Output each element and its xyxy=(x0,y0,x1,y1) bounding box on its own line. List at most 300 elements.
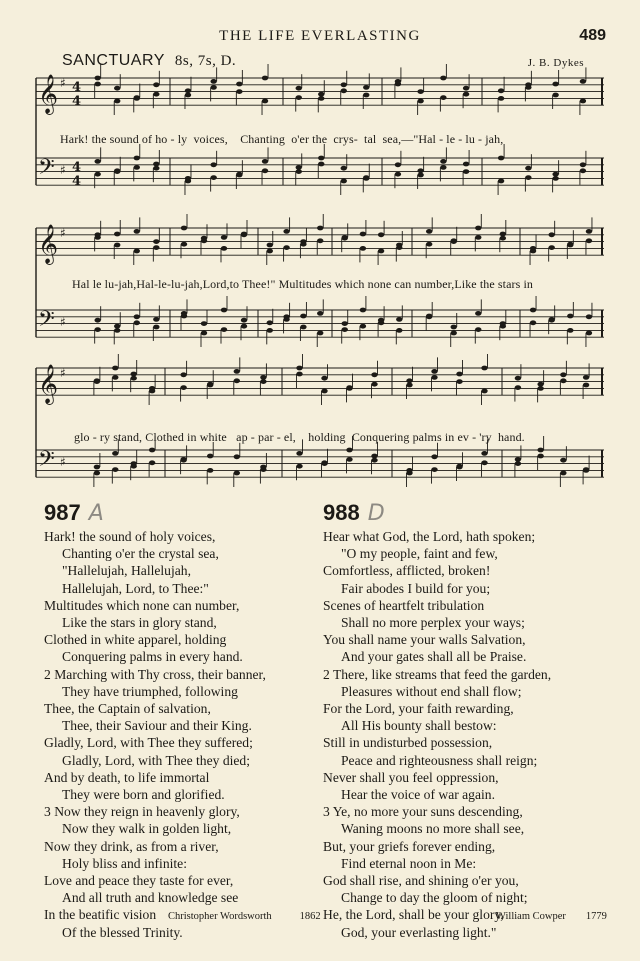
note-head xyxy=(94,327,100,332)
note-head xyxy=(463,169,469,174)
note-head xyxy=(94,465,100,470)
note-head xyxy=(210,85,216,90)
note-head xyxy=(112,366,118,371)
note-head xyxy=(580,79,586,84)
hymn-verses xyxy=(44,528,326,941)
verse-line: Waning moons no more shall see, xyxy=(341,821,525,837)
note-head xyxy=(586,238,592,243)
note-head xyxy=(500,232,506,237)
note-head xyxy=(341,82,347,87)
note-head xyxy=(481,366,487,371)
note-head xyxy=(406,383,412,388)
note-head xyxy=(94,318,100,323)
verse-line: They were born and glorified. xyxy=(62,787,225,803)
note-head xyxy=(321,389,327,394)
author-year: 1779 xyxy=(585,911,607,922)
verse-line: And your gates shall all be Praise. xyxy=(341,649,527,665)
verse-line: Comfortless, afflicted, broken! xyxy=(323,563,491,579)
note-head xyxy=(234,471,240,476)
note-head xyxy=(262,168,268,173)
note-head xyxy=(134,165,140,170)
verse-line: And all truth and knowledge see xyxy=(62,890,239,906)
note-head xyxy=(201,321,207,326)
note-head xyxy=(481,460,487,465)
note-head xyxy=(583,467,589,472)
note-head xyxy=(321,460,327,465)
tune-name: SANCTUARY xyxy=(62,52,165,69)
note-head xyxy=(552,82,558,87)
note-head xyxy=(378,320,384,325)
note-head xyxy=(378,249,384,254)
note-head xyxy=(262,159,268,164)
note-head xyxy=(525,175,531,180)
verse-line: God, your everlasting light." xyxy=(341,924,497,940)
hymn-987 xyxy=(44,500,326,941)
note-head xyxy=(530,249,536,254)
note-head xyxy=(201,238,207,243)
note-head xyxy=(463,86,469,91)
note-head xyxy=(300,325,306,330)
note-head xyxy=(456,464,462,469)
note-head xyxy=(321,376,327,381)
verse-line: Scenes of heartfelt tribulation xyxy=(323,597,485,613)
note-head xyxy=(406,471,412,476)
note-head xyxy=(515,461,521,466)
verse-line: Shall no more perplex your ways; xyxy=(341,615,525,631)
note-head xyxy=(451,325,457,330)
note-head xyxy=(153,162,159,167)
note-head xyxy=(431,375,437,380)
verse-line: He, the Lord, shall be your glory, xyxy=(323,907,504,923)
verse-line: All His bounty shall bestow: xyxy=(341,718,497,734)
note-head xyxy=(456,372,462,377)
note-head xyxy=(463,162,469,167)
note-head xyxy=(341,88,347,93)
note-head xyxy=(180,385,186,390)
note-head xyxy=(260,379,266,384)
author-name: William Cowper xyxy=(496,911,566,922)
note-head xyxy=(267,328,273,333)
note-head xyxy=(395,162,401,167)
note-head xyxy=(112,375,118,380)
note-head xyxy=(114,243,120,248)
note-head xyxy=(296,95,302,100)
bass-clef-icon: 𝄢 xyxy=(38,155,55,185)
note-head xyxy=(180,457,186,462)
note-head xyxy=(296,372,302,377)
note-head xyxy=(363,175,369,180)
note-head xyxy=(300,314,306,319)
page-running-title: THE LIFE EVERLASTING xyxy=(219,28,421,44)
note-head xyxy=(498,96,504,101)
note-head xyxy=(262,99,268,104)
note-head xyxy=(296,464,302,469)
note-head xyxy=(426,314,432,319)
note-head xyxy=(260,467,266,472)
sharp-icon: ♯ xyxy=(60,163,66,177)
note-head xyxy=(346,457,352,462)
author-credit xyxy=(496,911,607,922)
note-head xyxy=(580,99,586,104)
verse-line: Like the stars in glory stand, xyxy=(62,615,217,631)
note-head xyxy=(475,327,481,332)
note-head xyxy=(360,246,366,251)
note-head xyxy=(153,239,159,244)
verse-line: Hark! the sound of holy voices, xyxy=(44,529,216,544)
note-head xyxy=(134,156,140,161)
note-head xyxy=(114,328,120,333)
note-head xyxy=(586,229,592,234)
verse-line: Hear the voice of war again. xyxy=(341,787,495,803)
treble-clef-icon: 𝄞 xyxy=(38,364,59,404)
note-head xyxy=(207,382,213,387)
note-head xyxy=(241,324,247,329)
note-head xyxy=(498,88,504,93)
time-signature-top: 4 xyxy=(72,80,82,95)
note-head xyxy=(406,378,412,383)
sharp-icon: ♯ xyxy=(60,455,66,469)
verse-line: 2 Marching with Thy cross, their banner, xyxy=(44,666,266,682)
note-head xyxy=(207,454,213,459)
note-head xyxy=(221,308,227,313)
note-head xyxy=(417,89,423,94)
note-head xyxy=(552,93,558,98)
note-head xyxy=(112,467,118,472)
hymn-number: 988 xyxy=(323,500,360,525)
note-head xyxy=(548,232,554,237)
verse-line: Conquering palms in every hand. xyxy=(62,649,243,665)
note-head xyxy=(417,173,423,178)
note-head xyxy=(560,372,566,377)
note-head xyxy=(560,471,566,476)
note-head xyxy=(431,454,437,459)
note-head xyxy=(318,156,324,161)
note-head xyxy=(234,454,240,459)
hymn-verses xyxy=(323,528,613,941)
note-head xyxy=(426,229,432,234)
verse-line: For the Lord, your faith rewarding, xyxy=(323,701,514,717)
note-head xyxy=(395,82,401,87)
time-signature-top: 4 xyxy=(72,160,82,175)
note-head xyxy=(378,232,384,237)
note-head xyxy=(396,245,402,250)
note-head xyxy=(548,317,554,322)
note-head xyxy=(94,471,100,476)
note-head xyxy=(451,238,457,243)
note-head xyxy=(342,327,348,332)
note-head xyxy=(134,320,140,325)
score-lyric-line-2: Hal le lu-jah,Hal-le-lu-jah,Lord,to Thee!" Multitudes which none can number,Like the stars in xyxy=(72,277,534,291)
note-head xyxy=(180,372,186,377)
page-number: 489 xyxy=(579,27,606,44)
verse-line: "O my people, faint and few, xyxy=(341,546,498,562)
note-head xyxy=(131,372,137,377)
note-head xyxy=(498,156,504,161)
note-head xyxy=(341,166,347,171)
note-head xyxy=(296,165,302,170)
note-head xyxy=(134,95,140,100)
note-head xyxy=(341,179,347,184)
note-head xyxy=(371,372,377,377)
note-head xyxy=(371,454,377,459)
note-head xyxy=(498,179,504,184)
note-head xyxy=(318,162,324,167)
pencil-annotation: A xyxy=(88,501,104,526)
note-head xyxy=(94,235,100,240)
note-head xyxy=(296,451,302,456)
note-head xyxy=(586,331,592,336)
bass-clef-icon: 𝄢 xyxy=(38,447,55,477)
note-head xyxy=(500,236,506,241)
note-head xyxy=(149,448,155,453)
note-head xyxy=(114,168,120,173)
verse-line: Peace and righteousness shall reign; xyxy=(341,752,538,768)
note-head xyxy=(318,96,324,101)
note-head xyxy=(440,159,446,164)
tune-composer: J. B. Dykes xyxy=(527,57,584,69)
verse-line: You shall name your walls Salvation, xyxy=(323,632,526,648)
note-head xyxy=(426,242,432,247)
note-head xyxy=(537,454,543,459)
note-head xyxy=(317,238,323,243)
note-head xyxy=(134,229,140,234)
note-head xyxy=(481,451,487,456)
verse-line: But, your griefs forever ending, xyxy=(323,838,496,854)
note-head xyxy=(296,366,302,371)
note-head xyxy=(131,376,137,381)
note-head xyxy=(267,249,273,254)
note-head xyxy=(94,76,100,81)
note-head xyxy=(236,89,242,94)
verse-line: Love and peace they taste for ever, xyxy=(44,873,234,889)
note-head xyxy=(346,385,352,390)
note-head xyxy=(525,85,531,90)
verse-line: Fair abodes I build for you; xyxy=(341,580,491,596)
note-head xyxy=(440,165,446,170)
note-head xyxy=(267,320,273,325)
note-head xyxy=(537,386,543,391)
verse-line: Thee, their Saviour and their King. xyxy=(62,718,252,734)
note-head xyxy=(530,308,536,313)
verse-line: They have triumphed, following xyxy=(62,683,238,699)
note-head xyxy=(317,226,323,231)
note-head xyxy=(360,308,366,313)
hymn-number: 987 xyxy=(44,500,81,525)
note-head xyxy=(317,311,323,316)
note-head xyxy=(241,318,247,323)
note-head xyxy=(396,328,402,333)
sharp-icon: ♯ xyxy=(60,76,66,90)
pencil-annotation: D xyxy=(367,501,385,526)
verse-line: Never shall you feel oppression, xyxy=(323,769,499,785)
verse-line: Holy bliss and infinite: xyxy=(62,855,187,871)
note-head xyxy=(149,389,155,394)
verse-line: Clothed in white apparel, holding xyxy=(44,632,227,648)
note-head xyxy=(296,169,302,174)
note-head xyxy=(234,378,240,383)
note-head xyxy=(181,314,187,319)
note-head xyxy=(134,314,140,319)
note-head xyxy=(181,242,187,247)
note-head xyxy=(530,320,536,325)
score-lyric-line-1: Hark! the sound of ho - ly voices, Chanting o'er the crys- tal sea,—"Hal - le - lu - jah, xyxy=(60,132,504,146)
note-head xyxy=(210,79,216,84)
note-head xyxy=(371,458,377,463)
note-head xyxy=(567,242,573,247)
note-head xyxy=(131,464,137,469)
note-head xyxy=(537,448,543,453)
note-head xyxy=(94,172,100,177)
time-signature-bottom: 4 xyxy=(72,174,82,189)
verse-line: 2 There, like streams that feed the garden, xyxy=(323,666,552,682)
note-head xyxy=(567,314,573,319)
verse-line: "Hallelujah, Hallelujah, xyxy=(62,563,191,579)
note-head xyxy=(114,99,120,104)
score-lyric-line-3: glo - ry stand, Clothed in white ap - par - el, holding Conquering palms in ev - 'ry hand. xyxy=(74,430,525,444)
verse-line: Find eternal noon in Me: xyxy=(341,855,477,871)
verse-line: In the beatific vision xyxy=(44,907,157,923)
note-head xyxy=(210,175,216,180)
verse-line: 3 Now they reign in heavenly glory, xyxy=(44,804,240,820)
note-head xyxy=(114,324,120,329)
note-head xyxy=(396,317,402,322)
verse-line: Still in undisturbed possession, xyxy=(323,735,493,751)
note-head xyxy=(207,468,213,473)
note-head xyxy=(515,457,521,462)
sharp-icon: ♯ xyxy=(60,226,66,240)
note-head xyxy=(346,448,352,453)
note-head xyxy=(153,325,159,330)
verse-line: Chanting o'er the crystal sea, xyxy=(62,546,219,562)
verse-line: God shall rise, and shining o'er you, xyxy=(323,873,519,889)
verse-line: 3 Ye, no more your suns descending, xyxy=(323,804,523,820)
time-signature-bottom: 4 xyxy=(72,94,82,109)
note-head xyxy=(267,243,273,248)
verse-line: Hallelujah, Lord, to Thee:" xyxy=(62,580,209,596)
sharp-icon: ♯ xyxy=(60,315,66,329)
verse-line: Thee, the Captain of salvation, xyxy=(44,701,211,717)
note-head xyxy=(134,249,140,254)
note-head xyxy=(241,232,247,237)
note-head xyxy=(221,327,227,332)
note-head xyxy=(210,162,216,167)
note-head xyxy=(221,235,227,240)
note-head xyxy=(567,328,573,333)
note-head xyxy=(475,311,481,316)
note-head xyxy=(552,176,558,181)
note-head xyxy=(552,172,558,177)
note-head xyxy=(317,331,323,336)
note-head xyxy=(363,93,369,98)
note-head xyxy=(300,242,306,247)
note-head xyxy=(525,166,531,171)
note-head xyxy=(456,379,462,384)
note-head xyxy=(440,95,446,100)
verse-line: Gladly, Lord, with Thee they died; xyxy=(62,752,251,768)
verse-line: Now they walk in golden light, xyxy=(62,821,232,837)
note-head xyxy=(586,314,592,319)
author-year: 1862 xyxy=(299,911,321,922)
note-head xyxy=(201,331,207,336)
note-head xyxy=(548,245,554,250)
note-head xyxy=(475,226,481,231)
note-head xyxy=(583,375,589,380)
note-head xyxy=(560,458,566,463)
treble-clef-icon: 𝄞 xyxy=(38,74,59,114)
note-head xyxy=(580,168,586,173)
note-head xyxy=(234,369,240,374)
note-head xyxy=(153,92,159,97)
note-head xyxy=(236,82,242,87)
note-head xyxy=(112,451,118,456)
note-head xyxy=(475,235,481,240)
verse-line: And by death, to life immortal xyxy=(44,769,210,785)
note-head xyxy=(371,382,377,387)
note-head xyxy=(94,159,100,164)
note-head xyxy=(580,162,586,167)
note-head xyxy=(537,382,543,387)
verse-line: Pleasures without end shall flow; xyxy=(341,683,522,699)
note-head xyxy=(260,375,266,380)
note-head xyxy=(515,376,521,381)
note-head xyxy=(395,172,401,177)
note-head xyxy=(360,324,366,329)
note-head xyxy=(500,324,506,329)
note-head xyxy=(153,317,159,322)
note-head xyxy=(185,88,191,93)
note-head xyxy=(283,229,289,234)
note-head xyxy=(185,93,191,98)
note-head xyxy=(515,385,521,390)
verse-line: Hear what God, the Lord, hath spoken; xyxy=(323,529,536,544)
author-credit xyxy=(168,911,321,922)
treble-clef-icon: 𝄞 xyxy=(38,224,59,264)
tune-meter: 8s, 7s, D. xyxy=(174,53,237,69)
note-head xyxy=(283,245,289,250)
note-head xyxy=(262,76,268,81)
note-head xyxy=(451,331,457,336)
bass-clef-icon: 𝄢 xyxy=(38,307,55,337)
note-head xyxy=(94,378,100,383)
note-head xyxy=(363,85,369,90)
note-head xyxy=(583,383,589,388)
note-head xyxy=(114,86,120,91)
note-head xyxy=(236,172,242,177)
hymn-988 xyxy=(323,500,613,941)
note-head xyxy=(560,378,566,383)
note-head xyxy=(481,389,487,394)
sharp-icon: ♯ xyxy=(60,366,66,380)
note-head xyxy=(149,460,155,465)
note-head xyxy=(283,317,289,322)
note-head xyxy=(417,99,423,104)
note-head xyxy=(153,82,159,87)
note-head xyxy=(185,179,191,184)
note-head xyxy=(463,92,469,97)
note-head xyxy=(153,166,159,171)
note-head xyxy=(153,245,159,250)
verse-line: Change to day the gloom of night; xyxy=(341,890,528,906)
note-head xyxy=(221,246,227,251)
verse-line: Gladly, Lord, with Thee they suffered; xyxy=(44,735,253,751)
note-head xyxy=(360,232,366,237)
verse-line: Now they drink, as from a river, xyxy=(44,838,219,854)
note-head xyxy=(296,86,302,91)
note-head xyxy=(342,235,348,240)
note-head xyxy=(181,226,187,231)
note-head xyxy=(440,76,446,81)
verse-line: Of the blessed Trinity. xyxy=(62,924,183,940)
